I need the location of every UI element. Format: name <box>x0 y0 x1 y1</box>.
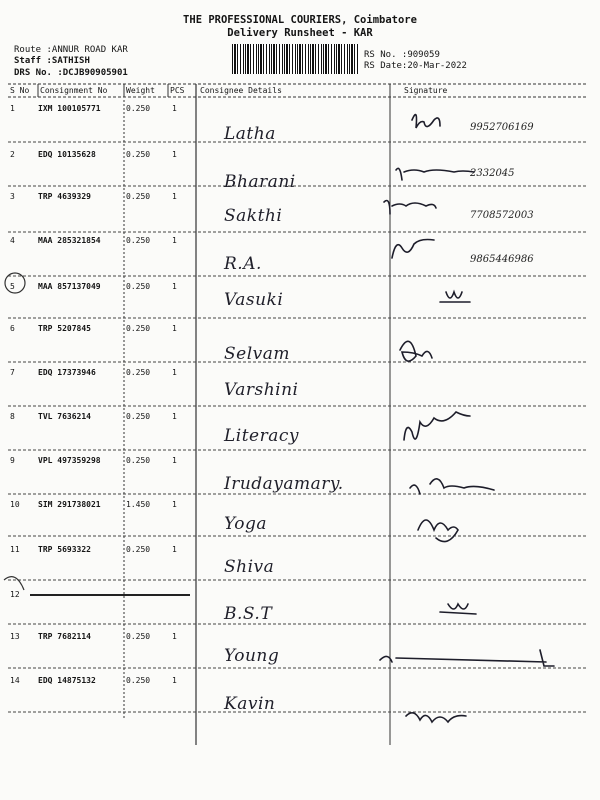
row-pcs: 1 <box>172 676 177 685</box>
row-consignee-name: R.A. <box>224 254 262 274</box>
signature-10 <box>418 520 458 542</box>
row-consignment-no: MAA 857137049 <box>38 282 101 291</box>
row-pcs: 1 <box>172 412 177 421</box>
row-weight: 0.250 <box>126 236 151 245</box>
row-sno: 4 <box>10 236 15 245</box>
row-weight: 0.250 <box>126 150 151 159</box>
row-phone: 9952706169 <box>470 122 534 133</box>
signature-9 <box>410 479 494 494</box>
row-phone: 2332045 <box>470 168 515 179</box>
row-consignee-name: Varshini <box>224 380 299 400</box>
row-consignment-no: EDQ 14875132 <box>38 676 96 685</box>
signature-3 <box>384 201 436 215</box>
row-pcs: 1 <box>172 632 177 641</box>
row-weight: 0.250 <box>126 676 151 685</box>
row-consignment-no: EDQ 10135628 <box>38 150 96 159</box>
row-consignment-no: EDQ 17373946 <box>38 368 96 377</box>
row-weight: 0.250 <box>126 412 151 421</box>
row-sno: 10 <box>10 500 20 509</box>
row-consignee-name: Literacy <box>224 426 300 446</box>
row-sno: 12 <box>10 590 20 599</box>
column-header-signature: Signature <box>404 86 448 95</box>
row-sno: 13 <box>10 632 20 641</box>
row-pcs: 1 <box>172 236 177 245</box>
row-phone: 7708572003 <box>470 210 534 221</box>
row-pcs: 1 <box>172 104 177 113</box>
row-weight: 0.250 <box>126 456 151 465</box>
row-weight: 0.250 <box>126 368 151 377</box>
column-header-weight: Weight <box>126 86 155 95</box>
row-pcs: 1 <box>172 282 177 291</box>
row-weight: 0.250 <box>126 104 151 113</box>
rs-number: RS No. :909059 <box>364 50 440 60</box>
row-consignment-no: TRP 5207845 <box>38 324 91 333</box>
row-consignee-name: Irudayamary. <box>224 474 344 494</box>
row-weight: 0.250 <box>126 282 151 291</box>
row-pcs: 1 <box>172 545 177 554</box>
runsheet-subtitle: Delivery Runsheet - KAR <box>227 27 373 39</box>
row-consignee-name: B.S.T <box>224 604 273 624</box>
signature-4 <box>392 240 434 259</box>
route-label: Route :ANNUR ROAD KAR <box>14 45 128 55</box>
signature-13 <box>380 650 554 666</box>
signature-5 <box>440 292 470 302</box>
row-sno: 11 <box>10 545 20 554</box>
column-header-consignment: Consignment No <box>40 86 108 95</box>
row-consignee-name: Latha <box>224 124 276 144</box>
row-consignment-no: TRP 4639329 <box>38 192 91 201</box>
company-title: THE PROFESSIONAL COURIERS, Coimbatore <box>183 14 417 26</box>
row-consignment-no: TRP 7682114 <box>38 632 91 641</box>
row-consignee-name: Bharani <box>224 172 296 192</box>
row-pcs: 1 <box>172 192 177 201</box>
row-pcs: 1 <box>172 500 177 509</box>
row-consignment-no: MAA 285321854 <box>38 236 101 245</box>
staff-label: Staff :SATHISH <box>14 56 90 66</box>
column-header-consignee: Consignee Details <box>200 86 282 95</box>
row-consignment-no: TVL 7636214 <box>38 412 91 421</box>
signature-8 <box>404 412 470 440</box>
row-sno: 9 <box>10 456 15 465</box>
row-consignee-name: Sakthi <box>224 206 283 226</box>
row-sno: 7 <box>10 368 15 377</box>
row-consignment-no: IXM 100105771 <box>38 104 101 113</box>
row-consignee-name: Kavin <box>224 694 276 714</box>
row-consignment-no: TRP 5693322 <box>38 545 91 554</box>
row-sno: 6 <box>10 324 15 333</box>
signature-12 <box>440 604 476 614</box>
row-sno: 3 <box>10 192 15 201</box>
row-weight: 1.450 <box>126 500 151 509</box>
row-consignment-no: SIM 291738021 <box>38 500 101 509</box>
column-header-pcs: PCS <box>170 86 185 95</box>
row-weight: 0.250 <box>126 632 151 641</box>
row-weight: 0.250 <box>126 545 151 554</box>
row-consignee-name: Selvam <box>224 344 291 364</box>
drs-number: DRS No. :DCJB90905901 <box>14 68 128 78</box>
row-pcs: 1 <box>172 456 177 465</box>
row-sno: 5 <box>10 282 15 291</box>
row-sno: 8 <box>10 412 15 421</box>
row-consignee-name: Yoga <box>224 514 267 534</box>
row-pcs: 1 <box>172 324 177 333</box>
row-sno: 14 <box>10 676 20 685</box>
signature-14 <box>406 713 466 722</box>
row-consignee-name: Young <box>224 646 280 666</box>
signature-2 <box>396 168 474 180</box>
row-weight: 0.250 <box>126 324 151 333</box>
row-weight: 0.250 <box>126 192 151 201</box>
signature-1 <box>412 115 440 128</box>
row-pcs: 1 <box>172 150 177 159</box>
row-sno: 1 <box>10 104 15 113</box>
row-sno: 2 <box>10 150 15 159</box>
signature-6 <box>400 341 432 361</box>
row-consignee-name: Vasuki <box>224 290 284 310</box>
row-consignment-no: VPL 497359298 <box>38 456 101 465</box>
row-phone: 9865446986 <box>470 254 534 265</box>
row-pcs: 1 <box>172 368 177 377</box>
column-header-sno: S No <box>10 86 30 95</box>
rs-date: RS Date:20-Mar-2022 <box>364 61 467 71</box>
row-consignee-name: Shiva <box>224 557 275 577</box>
